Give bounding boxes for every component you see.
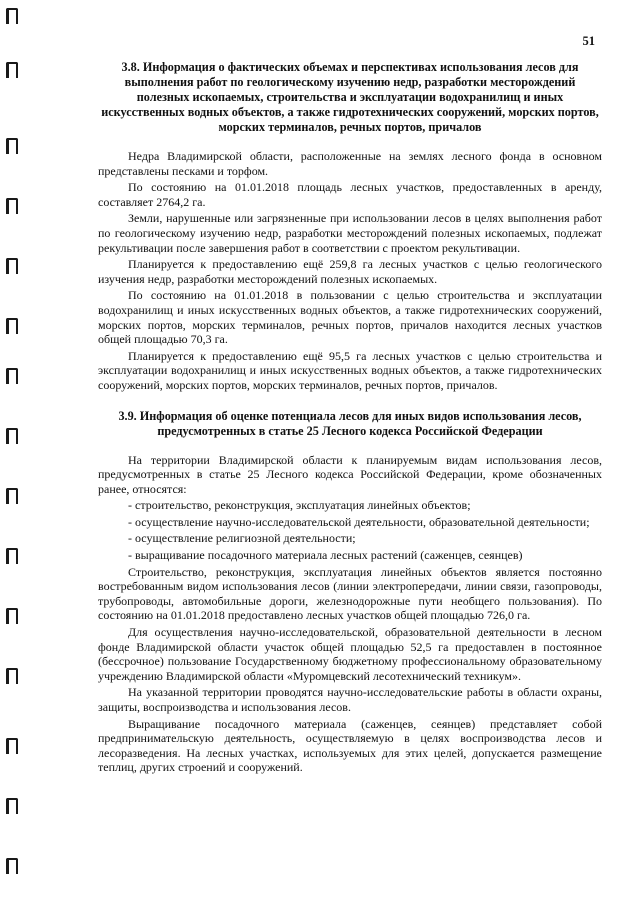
binding-hole: [6, 8, 18, 24]
binding-hole: [6, 258, 18, 274]
binding-hole: [6, 62, 18, 78]
section-3-8-heading: 3.8. Информация о фактических объемах и перспективах использования лесов для выполнения работ по геологическому изучению недр, разработки месторождений полезных ископаемых, строительства и эксплуатации водохранилищ и иных искусственных водных объектов, а также гидротехнических сооружений, морских портов, морских терминалов, речных портов, причалов: [101, 60, 599, 134]
binding-hole: [6, 488, 18, 504]
page-number: 51: [582, 34, 595, 48]
paragraph: Строительство, реконструкция, эксплуатация линейных объектов является постоянно востребованным видом использования лесов (линии электропередачи, линии связи, газопроводы, трубопроводы, автомобильные дороги, железнодорожные пути необщего пользования). По состоянию на 01.01.2018 предоставлено лесных участков общей площадью 726,0 га.: [98, 564, 602, 623]
document-body: [98, 60, 602, 777]
binding-hole: [6, 318, 18, 334]
section-3-9-heading: 3.9. Информация об оценке потенциала лесов для иных видов использования лесов, предусмотренных в статье 25 Лесного кодекса Российской Федерации: [118, 408, 582, 438]
binding-hole: [6, 198, 18, 214]
paragraph: Недра Владимирской области, расположенные на землях лесного фонда в основном представлены песками и торфом.: [98, 149, 602, 178]
list-item: - осуществление научно-исследовательской деятельности, образовательной деятельности;: [128, 514, 590, 529]
paragraph: Планируется к предоставлению ещё 95,5 га лесных участков с целью строительства и эксплуатации водохранилищ и иных искусственных водных объектов, а также гидротехнических сооружений, морских портов, морских терминалов, речных портов, причалов.: [98, 348, 602, 392]
binding-hole: [6, 798, 18, 814]
binding-hole: [6, 608, 18, 624]
binding-holes: [0, 0, 30, 905]
binding-hole: [6, 858, 18, 874]
paragraph: На территории Владимирской области к планируемым видам использования лесов, предусмотренных в статье 25 Лесного кодекса Российской Федерации, кроме обозначенных ранее, относятся:: [98, 452, 602, 496]
list-item: - осуществление религиозной деятельности;: [128, 531, 356, 546]
paragraph: Для осуществления научно-исследовательской, образовательной деятельности в лесном фонде Владимирской области участок общей площадью 52,5 га предоставлен в постоянное (бессрочное) пользование Государственному бюджетному профессиональному образовательному учреждению Владимирской области «Муромцевский лесотехнический техникум».: [98, 625, 602, 683]
binding-hole: [6, 138, 18, 154]
binding-hole: [6, 738, 18, 754]
paragraph: На указанной территории проводятся научно-исследовательские работы в области охраны, защиты, воспроизводства и использования лесов.: [98, 685, 602, 714]
list-item: - строительство, реконструкция, эксплуатация линейных объектов;: [128, 498, 471, 513]
paragraph: По состоянию на 01.01.2018 площадь лесных участков, предоставленных в аренду, составляет 2764,2 га.: [98, 180, 602, 209]
list-item: - выращивание посадочного материала лесных растений (саженцев, сеянцев): [128, 548, 523, 563]
binding-hole: [6, 548, 18, 564]
binding-hole: [6, 428, 18, 444]
paragraph: По состоянию на 01.01.2018 в пользовании с целью строительства и эксплуатации водохранилищ и иных искусственных водных объектов, а также гидротехнических сооружений, морских портов, морских терминалов, речных портов, причалов находится лесных участков общей площадью 70,3 га.: [98, 288, 602, 347]
paragraph: Выращивание посадочного материала (саженцев, сеянцев) представляет собой предпринимательскую деятельность, осуществляемую в целях воспроизводства лесов и лесоразведения. На лесных участках, используемых для этих целей, допускается размещение теплиц, других строений и сооружений.: [98, 716, 602, 775]
paragraph: Планируется к предоставлению ещё 259,8 га лесных участков с целью геологического изучения недр, разработки месторождений полезных ископаемых.: [98, 257, 602, 286]
binding-hole: [6, 368, 18, 384]
binding-hole: [6, 668, 18, 684]
paragraph: Земли, нарушенные или загрязненные при использовании лесов в целях выполнения работ по геологическому изучению недр, разработки месторождений полезных ископаемых, подлежат рекультивации после завершения работ в соответствии с проектом рекультивации.: [98, 211, 602, 255]
